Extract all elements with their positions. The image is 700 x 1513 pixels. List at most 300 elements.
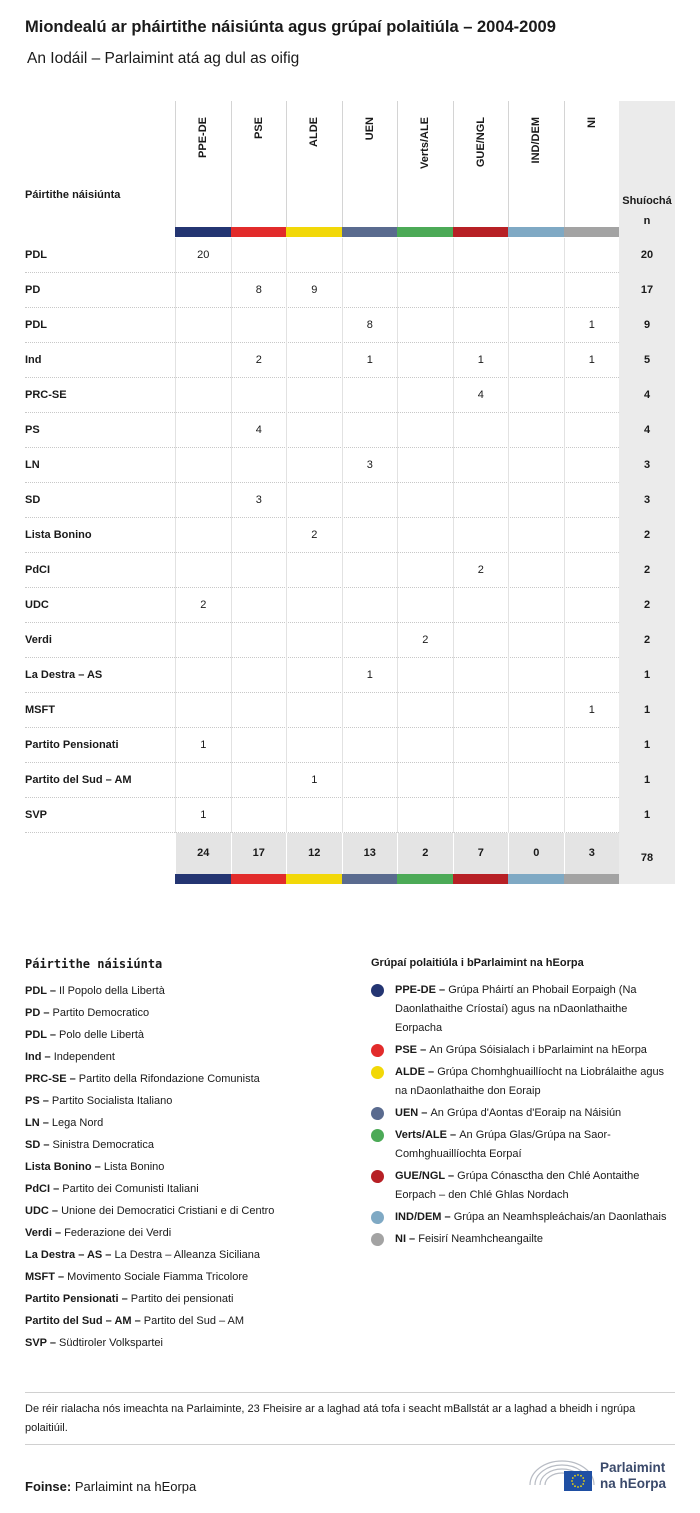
- group-legend-item: [371, 981, 676, 1038]
- seat-count-cell: [508, 763, 564, 798]
- party-abbr: PDL –: [25, 985, 60, 997]
- seat-count-cell: [231, 658, 287, 693]
- group-full-name: An Grúpa d'Aontas d'Eoraip na Náisiún: [430, 1107, 622, 1119]
- seat-count-cell: [175, 448, 231, 483]
- party-column-header: Páirtithe náisiúnta: [25, 189, 121, 201]
- party-name: Partito Pensionati: [25, 739, 119, 751]
- row-total-seats: 1: [619, 798, 675, 833]
- party-abbr: SVP –: [25, 1337, 60, 1349]
- row-total-seats: 1: [619, 658, 675, 693]
- seat-count-cell: [508, 343, 564, 378]
- seat-count-cell: [453, 798, 509, 833]
- seat-count-cell: [397, 798, 453, 833]
- party-name: LN: [25, 459, 40, 471]
- table-row: [25, 483, 675, 518]
- group-color-bar: [397, 874, 453, 884]
- seat-count-cell: [453, 448, 509, 483]
- party-legend-item: [25, 1156, 355, 1178]
- seat-count-cell: [508, 623, 564, 658]
- seat-count-cell: 8: [342, 308, 398, 343]
- group-column-label: ALDE: [308, 117, 321, 147]
- group-abbr: NI –: [395, 1233, 419, 1245]
- party-name: PDL: [25, 249, 47, 261]
- row-total-seats: 4: [619, 378, 675, 413]
- seat-count-cell: [231, 623, 287, 658]
- seat-count-cell: [231, 728, 287, 763]
- seat-count-cell: [453, 518, 509, 553]
- row-total-seats: 2: [619, 588, 675, 623]
- seat-count-cell: [508, 448, 564, 483]
- group-abbr: GUE/NGL –: [395, 1170, 458, 1182]
- group-total: 0: [508, 833, 564, 874]
- seat-count-cell: [508, 588, 564, 623]
- seat-count-cell: [397, 588, 453, 623]
- seat-count-cell: [397, 413, 453, 448]
- seat-count-cell: 2: [286, 518, 342, 553]
- group-abbr: IND/DEM –: [395, 1211, 454, 1223]
- seat-count-cell: [453, 273, 509, 308]
- row-total-seats: 5: [619, 343, 675, 378]
- group-legend-item: [371, 1041, 676, 1060]
- party-full-name: Partito della Rifondazione Comunista: [78, 1073, 260, 1085]
- parties-legend-title: Páirtithe náisiúnta: [25, 957, 163, 971]
- seat-count-cell: [342, 623, 398, 658]
- table-row: [25, 448, 675, 483]
- seat-count-cell: [508, 413, 564, 448]
- group-legend-item: [371, 1167, 676, 1205]
- table-row: [25, 413, 675, 448]
- seat-count-cell: [564, 588, 620, 623]
- party-legend-item: [25, 1046, 355, 1068]
- group-total: 3: [564, 833, 620, 874]
- seat-count-cell: [397, 378, 453, 413]
- party-full-name: Lega Nord: [51, 1117, 104, 1129]
- seat-count-cell: [397, 518, 453, 553]
- parliament-hemicycle-icon: [528, 1455, 596, 1495]
- group-total: 24: [175, 833, 231, 874]
- party-name: Partito del Sud – AM: [25, 774, 132, 786]
- group-column-header: [508, 101, 564, 227]
- seat-count-cell: [286, 343, 342, 378]
- group-full-name: Grúpa Pháirtí an Phobail Eorpaigh (Na Daonlathaithe Críostaí) agus na nDaonlathaithe Eorpacha: [395, 984, 637, 1034]
- groups-legend-list: [371, 981, 676, 1249]
- seat-count-cell: 1: [286, 763, 342, 798]
- group-column-header: [286, 101, 342, 227]
- table-row: [25, 378, 675, 413]
- group-abbr: PPE-DE –: [395, 984, 449, 996]
- party-name: Lista Bonino: [25, 529, 92, 541]
- seat-count-cell: [342, 693, 398, 728]
- group-color-bar: [286, 874, 342, 884]
- seat-count-cell: [175, 623, 231, 658]
- row-total-seats: 2: [619, 623, 675, 658]
- group-full-name: Grúpa Cónasctha den Chlé Aontaithe Eorpach – den Chlé Ghlas Nordach: [395, 1170, 640, 1201]
- party-legend-item: [25, 1002, 355, 1024]
- seat-count-cell: [453, 308, 509, 343]
- seat-count-cell: 20: [175, 238, 231, 273]
- row-total-seats: 1: [619, 693, 675, 728]
- row-total-seats: 4: [619, 413, 675, 448]
- group-column-header: [175, 101, 231, 227]
- source-label: Foinse:: [25, 1479, 72, 1494]
- group-column-label: PSE: [252, 117, 265, 140]
- group-legend-item: [371, 1126, 676, 1164]
- group-abbr: Verts/ALE –: [395, 1129, 460, 1141]
- seat-count-cell: [231, 238, 287, 273]
- table-row: [25, 763, 675, 798]
- seat-count-cell: [397, 693, 453, 728]
- group-color-dot-icon: [371, 984, 384, 997]
- seat-count-cell: [231, 378, 287, 413]
- party-name: PdCI: [25, 564, 51, 576]
- eu-star-icon: [582, 1483, 584, 1485]
- party-abbr: PS –: [25, 1095, 52, 1107]
- seat-count-cell: [453, 623, 509, 658]
- groups-legend: [371, 957, 676, 1252]
- seat-count-cell: 1: [342, 658, 398, 693]
- seat-count-cell: [342, 413, 398, 448]
- table-row: [25, 308, 675, 343]
- group-column-label: Verts/ALE: [419, 117, 432, 169]
- seat-count-cell: 8: [231, 273, 287, 308]
- seat-count-cell: [231, 798, 287, 833]
- seat-count-cell: [342, 763, 398, 798]
- seat-count-cell: [508, 553, 564, 588]
- group-color-bar: [564, 874, 620, 884]
- group-color-bar: [564, 227, 620, 237]
- seat-count-cell: [508, 658, 564, 693]
- seat-count-cell: 2: [453, 553, 509, 588]
- party-legend-item: [25, 1200, 355, 1222]
- seat-count-cell: [175, 273, 231, 308]
- table-row: [25, 623, 675, 658]
- seat-count-cell: [564, 273, 620, 308]
- eu-star-icon: [574, 1475, 576, 1477]
- seat-count-cell: [342, 238, 398, 273]
- party-full-name: Partito Socialista Italiano: [51, 1095, 173, 1107]
- seat-count-cell: [286, 693, 342, 728]
- parties-legend-list: [25, 980, 355, 1354]
- party-abbr: PDL –: [25, 1029, 60, 1041]
- seat-count-cell: [286, 588, 342, 623]
- seat-count-cell: [175, 343, 231, 378]
- seat-count-cell: 1: [453, 343, 509, 378]
- group-color-bar: [453, 874, 509, 884]
- seat-count-cell: [508, 693, 564, 728]
- party-abbr: Lista Bonino –: [25, 1161, 104, 1173]
- group-column-label: UEN: [363, 117, 376, 141]
- seat-count-cell: [342, 588, 398, 623]
- row-total-seats: 2: [619, 553, 675, 588]
- row-total-seats: 2: [619, 518, 675, 553]
- seat-count-cell: [175, 413, 231, 448]
- group-color-dot-icon: [371, 1170, 384, 1183]
- seat-count-cell: [342, 483, 398, 518]
- group-column-header: [342, 101, 398, 227]
- party-name: PRC-SE: [25, 389, 67, 401]
- seat-count-cell: [564, 238, 620, 273]
- party-full-name: Südtiroler Volkspartei: [59, 1337, 163, 1349]
- seat-count-cell: [397, 728, 453, 763]
- seat-count-cell: [564, 798, 620, 833]
- seat-count-cell: [175, 763, 231, 798]
- seat-count-cell: [564, 413, 620, 448]
- group-color-dot-icon: [371, 1233, 384, 1246]
- row-total-seats: 3: [619, 448, 675, 483]
- group-abbr: PSE –: [395, 1044, 430, 1056]
- page-subtitle: An Iodáil – Parlaimint atá ag dul as oifig: [27, 50, 300, 67]
- row-total-seats: 1: [619, 728, 675, 763]
- party-legend-item: [25, 1310, 355, 1332]
- seat-count-cell: [231, 693, 287, 728]
- group-color-bar: [453, 227, 509, 237]
- group-full-name: An Grúpa Glas/Grúpa na Saor-Comhghuaillíochta Eorpaí: [395, 1129, 611, 1160]
- seat-count-cell: 3: [231, 483, 287, 518]
- seat-count-cell: [508, 238, 564, 273]
- seat-count-cell: [564, 728, 620, 763]
- group-color-bar: [231, 227, 287, 237]
- seat-count-cell: [175, 518, 231, 553]
- seat-count-cell: [397, 658, 453, 693]
- seat-count-cell: [286, 238, 342, 273]
- ep-logo: [528, 1455, 678, 1495]
- group-full-name: Feisirí Neamhcheangailte: [418, 1233, 543, 1245]
- seat-count-cell: 9: [286, 273, 342, 308]
- seat-count-cell: [231, 308, 287, 343]
- party-legend-item: [25, 1134, 355, 1156]
- party-abbr: La Destra – AS –: [25, 1249, 115, 1261]
- party-full-name: Unione dei Democratici Cristiani e di Centro: [61, 1205, 275, 1217]
- table-row: [25, 238, 675, 273]
- party-full-name: Partito del Sud – AM: [143, 1315, 245, 1327]
- group-abbr: ALDE –: [395, 1066, 438, 1078]
- group-color-bar: [508, 874, 564, 884]
- group-color-bar: [342, 227, 398, 237]
- party-full-name: Movimento Sociale Fiamma Tricolore: [67, 1271, 249, 1283]
- seat-count-cell: [453, 728, 509, 763]
- party-legend-item: [25, 1068, 355, 1090]
- party-abbr: UDC –: [25, 1205, 62, 1217]
- party-legend-item: [25, 980, 355, 1002]
- table-header: [25, 101, 675, 238]
- group-color-dot-icon: [371, 1211, 384, 1224]
- seat-count-cell: [397, 343, 453, 378]
- party-legend-item: [25, 1222, 355, 1244]
- party-abbr: MSFT –: [25, 1271, 68, 1283]
- table-row: [25, 798, 675, 833]
- eu-star-icon: [572, 1483, 574, 1485]
- page-title: Miondealú ar pháirtithe náisiúnta agus grúpaí polaitiúla – 2004-2009: [25, 18, 556, 36]
- seat-count-cell: [286, 658, 342, 693]
- party-name: Ind: [25, 354, 42, 366]
- party-name: UDC: [25, 599, 49, 611]
- row-total-seats: 1: [619, 763, 675, 798]
- seat-count-cell: [397, 238, 453, 273]
- seat-count-cell: [564, 378, 620, 413]
- table-row: [25, 728, 675, 763]
- seat-count-cell: [175, 378, 231, 413]
- table-row: [25, 273, 675, 308]
- row-total-seats: 9: [619, 308, 675, 343]
- party-legend-item: [25, 1332, 355, 1354]
- party-full-name: Sinistra Democratica: [52, 1139, 154, 1151]
- table-row: [25, 658, 675, 693]
- seat-count-cell: [231, 763, 287, 798]
- seat-count-cell: 1: [564, 693, 620, 728]
- party-full-name: Independent: [53, 1051, 115, 1063]
- party-legend-item: [25, 1024, 355, 1046]
- seat-count-cell: [342, 273, 398, 308]
- seat-count-cell: [286, 553, 342, 588]
- party-abbr: PdCI –: [25, 1183, 63, 1195]
- seat-count-cell: [508, 483, 564, 518]
- party-name: La Destra – AS: [25, 669, 103, 681]
- table-row: [25, 518, 675, 553]
- seat-count-cell: [231, 448, 287, 483]
- seat-count-cell: [453, 658, 509, 693]
- seat-count-cell: [453, 693, 509, 728]
- group-full-name: Grúpa an Neamhspleáchais/an Daonlathais: [453, 1211, 667, 1223]
- group-full-name: Grúpa Chomhghuaillíocht na Liobrálaithe agus na nDaonlathaithe don Eoraip: [395, 1066, 665, 1097]
- group-color-dot-icon: [371, 1044, 384, 1057]
- grand-total-seats: 78: [619, 833, 675, 884]
- seat-count-cell: [564, 623, 620, 658]
- party-full-name: La Destra – Alleanza Siciliana: [114, 1249, 260, 1261]
- seat-count-cell: [286, 413, 342, 448]
- group-color-bar: [175, 874, 231, 884]
- group-color-dot-icon: [371, 1107, 384, 1120]
- seat-count-cell: 1: [564, 343, 620, 378]
- seats-column-label: Shuíochán: [622, 195, 672, 227]
- source-line: [25, 1479, 196, 1494]
- party-full-name: Partito Democratico: [52, 1007, 150, 1019]
- seat-count-cell: [342, 518, 398, 553]
- group-legend-item: [371, 1104, 676, 1123]
- seat-count-cell: [564, 763, 620, 798]
- seat-count-cell: 1: [564, 308, 620, 343]
- logo-line-1: Parlaimint: [600, 1460, 666, 1475]
- seat-count-cell: [397, 553, 453, 588]
- source-value: Parlaimint na hEorpa: [74, 1479, 197, 1494]
- divider: [25, 1392, 675, 1393]
- eu-star-icon: [577, 1486, 579, 1488]
- party-full-name: Il Popolo della Libertà: [59, 985, 165, 997]
- eu-star-icon: [577, 1474, 579, 1476]
- group-color-bar: [175, 227, 231, 237]
- seat-count-cell: [397, 273, 453, 308]
- seat-count-cell: [286, 483, 342, 518]
- party-abbr: Ind –: [25, 1051, 54, 1063]
- party-full-name: Partito dei Comunisti Italiani: [62, 1183, 199, 1195]
- table-row: [25, 693, 675, 728]
- group-legend-item: [371, 1208, 676, 1227]
- group-total: 2: [397, 833, 453, 874]
- group-total: 13: [342, 833, 398, 874]
- group-color-bar: [342, 874, 398, 884]
- party-full-name: Lista Bonino: [103, 1161, 165, 1173]
- group-column-header: [231, 101, 287, 227]
- seat-count-cell: 2: [231, 343, 287, 378]
- party-abbr: LN –: [25, 1117, 52, 1129]
- seat-count-cell: [286, 308, 342, 343]
- seat-count-cell: [397, 448, 453, 483]
- group-legend-item: [371, 1230, 676, 1249]
- seat-count-cell: [342, 728, 398, 763]
- seats-table: [25, 101, 675, 884]
- party-name: Verdi: [25, 634, 52, 646]
- party-legend-item: [25, 1266, 355, 1288]
- party-name: MSFT: [25, 704, 55, 716]
- seat-count-cell: [342, 553, 398, 588]
- party-abbr: Verdi –: [25, 1227, 65, 1239]
- seat-count-cell: [453, 483, 509, 518]
- group-abbr: UEN –: [395, 1107, 431, 1119]
- party-name: PS: [25, 424, 40, 436]
- seat-count-cell: [231, 588, 287, 623]
- group-color-bar: [397, 227, 453, 237]
- seat-count-cell: [508, 728, 564, 763]
- table-row: [25, 588, 675, 623]
- seat-count-cell: 1: [175, 798, 231, 833]
- party-abbr: SD –: [25, 1139, 53, 1151]
- seat-count-cell: 1: [175, 728, 231, 763]
- seat-count-cell: [564, 553, 620, 588]
- group-column-label: NI: [585, 117, 598, 128]
- eu-star-icon: [574, 1485, 576, 1487]
- seat-count-cell: 2: [397, 623, 453, 658]
- seat-count-cell: [564, 483, 620, 518]
- party-abbr: PD –: [25, 1007, 53, 1019]
- eu-star-icon: [580, 1485, 582, 1487]
- seat-count-cell: [453, 763, 509, 798]
- group-color-bar: [286, 227, 342, 237]
- party-abbr: PRC-SE –: [25, 1073, 79, 1085]
- group-total: 17: [231, 833, 287, 874]
- seat-count-cell: [397, 483, 453, 518]
- party-name: PD: [25, 284, 41, 296]
- eu-star-icon: [571, 1480, 573, 1482]
- party-legend-item: [25, 1178, 355, 1200]
- eu-flag-icon: [564, 1471, 592, 1491]
- eu-star-icon: [572, 1477, 574, 1479]
- group-total: 7: [453, 833, 509, 874]
- totals-row: [25, 833, 675, 884]
- groups-legend-title: Grúpaí polaitiúla i bParlaimint na hEorpa: [371, 957, 584, 969]
- seat-count-cell: [342, 378, 398, 413]
- group-column-label: IND/DEM: [530, 117, 543, 164]
- party-legend-item: [25, 1244, 355, 1266]
- seat-count-cell: [564, 658, 620, 693]
- party-full-name: Polo delle Libertà: [59, 1029, 145, 1041]
- seat-count-cell: [564, 448, 620, 483]
- party-full-name: Federazione dei Verdi: [64, 1227, 172, 1239]
- seat-count-cell: [397, 763, 453, 798]
- party-legend-item: [25, 1090, 355, 1112]
- group-column-label: PPE-DE: [197, 117, 210, 158]
- table-body: [25, 238, 675, 833]
- party-legend-item: [25, 1288, 355, 1310]
- group-legend-item: [371, 1063, 676, 1101]
- seat-count-cell: [175, 658, 231, 693]
- logo-line-2: na hEorpa: [600, 1476, 667, 1491]
- group-column-header: [397, 101, 453, 227]
- party-full-name: Partito dei pensionati: [130, 1293, 234, 1305]
- seat-count-cell: [508, 798, 564, 833]
- row-total-seats: 3: [619, 483, 675, 518]
- logo-text: [600, 1460, 666, 1492]
- seat-count-cell: [175, 693, 231, 728]
- group-column-header: [564, 101, 620, 227]
